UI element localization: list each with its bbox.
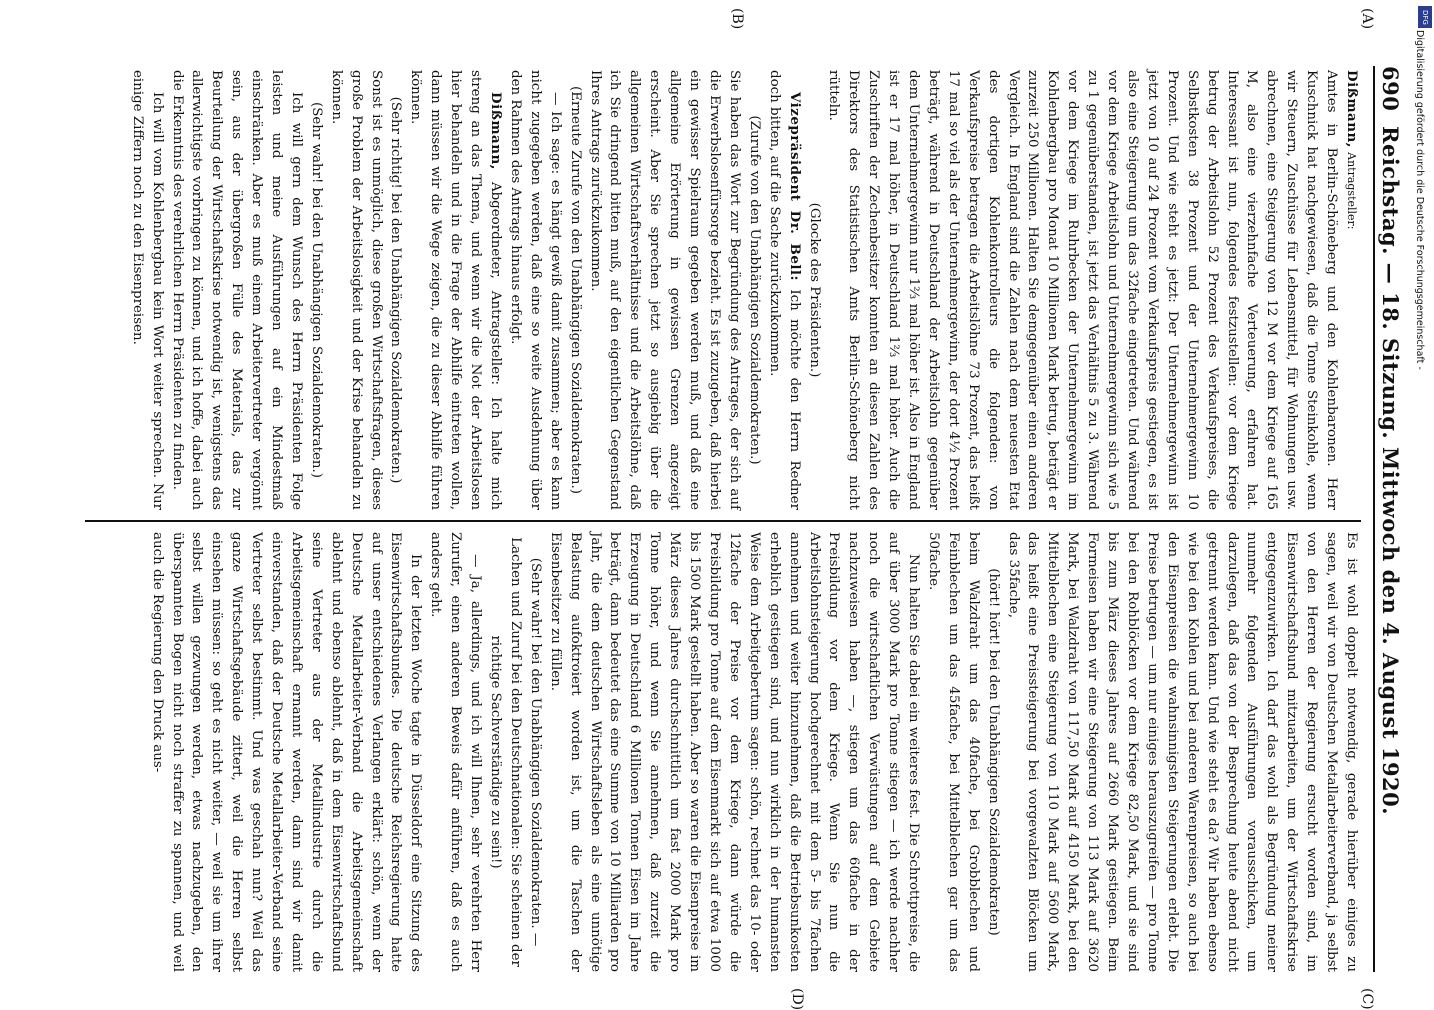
paragraph: Sie haben das Wort zur Begründung des Antrages, der sich auf die Erwerbslosenfürsorge bezieht. Es ist zuzugeben, daß hierbei ein gewisser Spielraum gegeben werden muß, und daß eine allgemeine Erörterung in gewissen Grenzen angezeigt erscheint. Aber Sie sprechen jetzt so ausgiebig über die allgemeinen Wirtschaftsverhältnisse und die Arbeitslöhne, daß ich Sie dringend bitten muß, auf den eigentlichen Gegenstand Ihres Antrags zurückzukommen. — [587, 70, 742, 510]
speaker-name: Dißmann, — [488, 92, 505, 170]
speaker-name: Vizepräsident Dr. Bell: — [786, 92, 803, 281]
interjection: (hört! hört! bei den Unabhängigen Sozialdemokraten) — [985, 568, 1001, 936]
paragraph: Ich will gern dem Wunsch des Herrn Präsidenten Folge leisten und meine Ausführungen auf ein Mindestmaß einschränken. Aber es muß einem Arbeitervertreter vergönnt sein, aus der übergroßen Fülle des Materials, das zur Beurteilung der Wirtschaftskrise notwendig ist, wenigstens das allerwichtigste vorbringen zu können, und ich hoffe, dabei auch die Erkenntnis des verehrlichen Herrn Präsidenten zu finden. — [169, 70, 304, 510]
paragraph: beim Walzdraht um das 40fache, bei Grobblechen und Feinblechen um das 45fache, bei Mittelblechen gar um das 50fache. — [925, 532, 981, 972]
column-divider — [85, 520, 1361, 522]
digitization-attribution — [1414, 30, 1425, 370]
speaker-role: Antragsteller: — [1345, 152, 1358, 230]
paragraph: Es ist wohl doppelt notwendig, gerade hierüber einiges zu sagen, weil wir von Deutschen Metallarbeiterverband, ja selbst von den Herren der Regierung ersucht worden sind, im Eisenwirtschaftsbund mitzuarbeiten, um der Wirtschaftskrise entgegenzuwirken. Ich darf das wohl als Begründung meiner nunmehr folgenden Ausführungen vorausschicken, um darzulegen, daß das von der Besprechung heute abend nicht getrennt werden kann. Und wie steht es da? Wir haben ebenso wie bei den Kohlen und bei anderen Warenpreisen, so auch bei den Eisenpreisen die wahnsinnigsten Steigerungen erlebt. Die Preise betrugen — um nur einiges herauszugreifen — pro Tonne bei den Rohblöcken vor dem Kriege 82,50 Mark, und sie sind bis zum März dieses Jahres auf 2660 Mark gestiegen. Beim Formeisen haben wir eine Steigerung von 113 Mark auf 3620 Mark, bei Walzdraht von 117,50 Mark auf 4150 Mark, bei den Mittelblechen eine Steigerung von 110 Mark auf 5600 Mark, das heißt eine Preissteigerung bei vorgewalzten Blöcken um das 35fache, — [1005, 532, 1359, 972]
interjection: (Sehr richtig! bei den Unabhängigen Sozialdemokraten.) — [388, 96, 404, 484]
page-header — [1373, 66, 1405, 972]
speaker-name: Dißmann, — [1344, 70, 1360, 148]
paragraph-text: Ich möchte den Herrn Redner doch bitten, auf die Sache zurückzukommen. — [766, 70, 802, 510]
paragraph: In der letzten Woche tagte in Düsseldorf eine Sitzung des Eisenwirtschaftsbundes. Die deutsche Reichsregierung hatte auf unser entschiedenes Verlangen erklärt: schön, wenn der Deutsche Metallarbeiter-Verband die Arbeitsgemeinschaft ablehnt und ebenso ablehnt, daß in dem Eisenwirtschaftsbund seine Vertreter aus der Metallindustrie durch die Arbeitsgemeinschaft ernannt werden, dann sind wir damit einverstanden, daß der Deutsche Metallarbeiter-Verband seine Vertreter selbst bestimmt. Und was geschah nun? Weil das ganze Wirtschaftsgebäude zittert, weil die Herren selbst einsehen müssen: so geht es nicht weiter, — weil sie um ihrer selbst willen gezwungen werden, etwas nachzugeben, den überspannten Bogen nicht noch straffer zu spannen, und weil auch die Regierung den Druck aus- — [149, 532, 424, 972]
speaker-paragraph — [764, 70, 804, 510]
interjection: (Sehr wahr! bei den Unabhängigen Sozialdemokraten.) — [308, 101, 324, 479]
newspaper-page — [75, 8, 1405, 1010]
margin-marker-a: (A) — [1359, 8, 1375, 30]
interjection: (Zurufe von den Unabhängigen Sozialdemokraten.) — [746, 115, 762, 465]
dfg-logo-icon — [1418, 6, 1432, 28]
margin-marker-d: (D) — [789, 988, 805, 1010]
dfg-logo-brand: DFG — [1421, 9, 1429, 25]
speaker-paragraph — [406, 70, 506, 510]
speaker-role: Abgeordneter, Antragsteller: — [488, 181, 504, 386]
margin-marker-b: (B) — [729, 8, 745, 30]
paragraph: — Ich sage: es hängt gewiß damit zusammen; aber es kann nicht zugegeben werden, daß eine so weite Ausdehnung über den Rahmen des Antrags hinaus erfolgt. — [507, 70, 563, 510]
paragraph: — Ja, allerdings, und ich will Ihnen, sehr verehrten Herr Zurufer, einen anderen Beweis dafür anführen, daß es auch anders geht. — [428, 532, 484, 972]
interjection: (Sehr wahr! bei den Unabhängigen Sozialdemokraten. — Lachen und Zuruf bei den Deutschnationalen: Sie scheinen der richtige Sachverständige zu sein!) — [488, 537, 543, 967]
paragraph: Sonst ist es unmöglich, diese großen Wirtschaftsfragen, dieses große Problem der Arbeitslosigkeit und der Krise behandeln zu können. — [328, 70, 384, 510]
left-column — [91, 70, 1361, 510]
paragraph: Amtes in Berlin-Schöneberg und den Kohlenbaronen. Herr Kuschnick hat nachgewiesen, daß die Tonne Steinkohle, wenn wir Steuern, Zuschüsse für Lebensmittel, für Wohnungen usw. abrechnen, eine Steigerung von 12 M vor dem Kriege auf 165 M, also eine vierzehnfache Verteuerung, erfahren hat. Interessant ist nun, folgendes festzustellen: vor dem Kriege betrug der Arbeitslohn 52 Prozent des Verkaufspreises, die Selbstkosten 38 Prozent und der Unternehmergewinn 10 Prozent. Und wie steht es jetzt: Der Unternehmergewinn ist jetzt von 10 auf 24 Prozent vom Verkaufspreis gestiegen, es ist also eine Steigerung um das 32fache eingetreten. Und während vor dem Kriege Arbeitslohn und Unternehmergewinn sich wie 5 zu 1 gegenüberstanden, ist jetzt das Verhältnis 5 zu 3. Während vor dem Kriege im Ruhrbecken der Unternehmergewinn im Kohlenbergbau pro Monat 10 Millionen Mark betrug, beträgt er zurzeit 250 Millionen. Halten Sie demgegenüber einen anderen Vergleich. In England sind die Zahlen nach dem neuesten Etat des dortigen Kohlenkontrolleurs die folgenden: von Verkaufspreise betragen die Arbeitslöhne 73 Prozent, das heißt 17 mal so viel als der Unternehmergewinn, der dort 4½ Prozent beträgt, während in Deutschland der Arbeitslohn gegenüber dem Unternehmergewinn nur 1⅔ mal höher ist. Also in England ist er 17 mal höher, in Deutschland 1⅔ mal höher. Auch die Zuschriften der Zechenbesitzer konnten an diesen Zahlen des Direktors des Statistischen Amts Berlin-Schöneberg nicht rütteln. — [826, 70, 1340, 510]
right-column — [91, 532, 1361, 972]
paragraph-text: Ich halte mich streng an das Thema, und wenn wir die Not der Arbeitslosen hier behandeln und in die Frage der Abhilfe eintreten wollen, dann müssen wir die Wege zeigen, die zu dieser Abhilfe führen können. — [408, 70, 504, 510]
speaker-line — [1341, 70, 1361, 510]
margin-marker-c: (C) — [1359, 988, 1375, 1010]
running-head: Reichstag. — 18. Sitzung. Mittwoch den 4. August 1920. — [1378, 126, 1403, 816]
interjection: (Glocke des Präsidenten.) — [806, 202, 822, 378]
interjection: (Erneute Zurufe von den Unabhängigen Sozialdemokraten.) — [567, 85, 583, 495]
page-number: 690 — [1378, 66, 1403, 112]
paragraph: Nun halten Sie dabei ein weiteres fest. Die Schrottpreise, die auf über 3000 Mark pro Tonne stiegen — ich werde nachher noch die wirtschaftlichen Verwüstungen auf dem Gebiete nachzuweisen haben —, stiegen um das 60fache in der Preisbildung vor dem Kriege. Wenn Sie nun die Arbeitslohnsteigerung hochgerechnet mit dem 5- bis 7fachen annehmen und weiter hinzunehmen, daß die Betriebsunkosten erheblich gestiegen sind, und nun wirklich in der humansten Weise dem Arbeitgebertum sagen: schön, rechnet das 10- oder 12fache der Preise vor dem Kriege, dann würde die Preisbildung pro Tonne auf dem Eisenmarkt sich auf etwa 1000 bis 1500 Mark gestellt haben. Aber so waren die Eisenpreise im März dieses Jahres durchschnittlich um fast 2000 Mark pro Tonne höher, und wenn Sie annehmen, daß zurzeit die Erzeugung in Deutschland 6 Millionen Tonnen Eisen im Jahre beträgt, dann bedeutet das eine Summe von 10 Milliarden pro Jahr, die dem deutschen Wirtschaftsleben als eine unnötige Belastung aufoktroiert worden ist, um die Taschen der Eisenbesitzer zu füllen. — [547, 532, 922, 972]
attribution-text: Digitalisierung gefördert durch die Deutsche Forschungsgemeinschaft - — [1414, 30, 1425, 370]
paragraph: Ich will vom Kohlenbergbau kein Wort weiter sprechen. Nur einige Ziffern noch zu den Eisenpreisen. — [129, 70, 165, 510]
